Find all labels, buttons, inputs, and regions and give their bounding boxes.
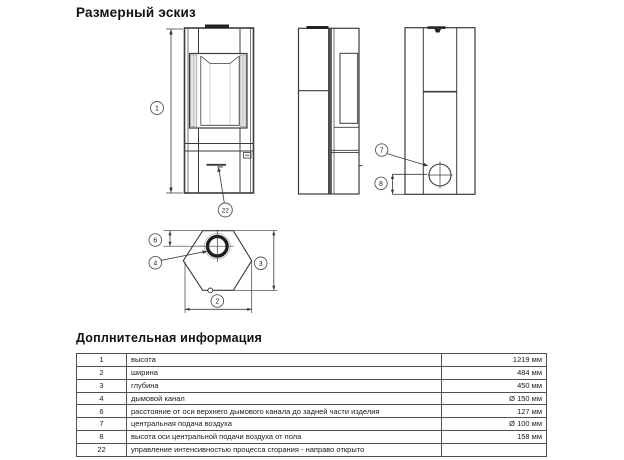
- row-description: управление интенсивностью процесса сгорания - направо открыто: [127, 443, 442, 456]
- callout-1-label: 1: [155, 105, 159, 113]
- info-table: [76, 353, 547, 457]
- row-description: высота: [127, 354, 442, 367]
- back-flue-collar: [428, 26, 446, 29]
- page-title: Размерный эскиз: [76, 5, 196, 20]
- row-value: 484 мм: [442, 366, 547, 379]
- row-number: 22: [77, 443, 127, 456]
- row-number: 3: [77, 379, 127, 392]
- front-view: [151, 25, 254, 218]
- callout-22: [217, 167, 232, 217]
- side-view: [299, 26, 363, 194]
- front-top-cap: [205, 25, 229, 29]
- table-row: [77, 405, 547, 418]
- top-control-knob: [208, 288, 213, 293]
- row-description: центральная подача воздуха: [127, 418, 442, 431]
- table-row: [77, 418, 547, 431]
- callout-4: [149, 250, 208, 269]
- row-value: 1219 мм: [442, 354, 547, 367]
- callout-22-label: 22: [221, 207, 229, 215]
- callout-2-label: 2: [215, 298, 220, 306]
- row-number: 2: [77, 366, 127, 379]
- row-value: 127 мм: [442, 405, 547, 418]
- side-top-cap: [307, 26, 329, 29]
- row-value: 158 мм: [442, 431, 547, 444]
- row-description: высота оси центральной подачи воздуха от пола: [127, 431, 442, 444]
- side-glass-panel: [340, 53, 358, 123]
- table-row: [77, 443, 547, 456]
- table-row: [77, 366, 547, 379]
- top-view: [149, 230, 278, 313]
- back-flue-mark: [435, 29, 442, 33]
- front-glass-door: [190, 54, 248, 129]
- row-value: 450 мм: [442, 379, 547, 392]
- row-number: 6: [77, 405, 127, 418]
- info-section-title: Доплнительная информация: [76, 331, 262, 345]
- callout-6: [149, 234, 162, 247]
- dimension-height: [166, 29, 183, 193]
- row-value: Ø 100 мм: [442, 418, 547, 431]
- dimension-air-height: [391, 174, 427, 194]
- side-front-edge: [328, 28, 331, 194]
- callout-8-label: 8: [379, 180, 383, 188]
- row-description: расстояние от оси верхнего дымового канала до задней части изделия: [127, 405, 442, 418]
- callout-3-label: 3: [258, 260, 263, 268]
- back-view: [375, 26, 475, 194]
- callout-7-label: 7: [379, 147, 384, 155]
- callout-8: [375, 177, 387, 189]
- row-number: 7: [77, 418, 127, 431]
- front-latch: [244, 153, 252, 159]
- table-row: [77, 379, 547, 392]
- row-number: 1: [77, 354, 127, 367]
- row-description: глубина: [127, 379, 442, 392]
- callout-4-label: 4: [153, 260, 158, 268]
- callout-3: [254, 257, 267, 270]
- callout-1: [151, 102, 164, 115]
- table-row: [77, 431, 547, 444]
- row-number: 8: [77, 431, 127, 444]
- row-description: ширина: [127, 366, 442, 379]
- table-row: [77, 354, 547, 367]
- row-description: дымовой канал: [127, 392, 442, 405]
- front-control-handle: [207, 165, 227, 167]
- callout-6-label: 6: [153, 237, 158, 245]
- top-flue-channel: [201, 230, 234, 262]
- callout-2: [211, 295, 224, 308]
- row-value: Ø 150 мм: [442, 392, 547, 405]
- row-value: [442, 443, 547, 456]
- central-air-inlet: [428, 162, 453, 189]
- row-number: 4: [77, 392, 127, 405]
- table-row: [77, 392, 547, 405]
- front-window: [201, 56, 239, 125]
- callout-7: [376, 144, 429, 167]
